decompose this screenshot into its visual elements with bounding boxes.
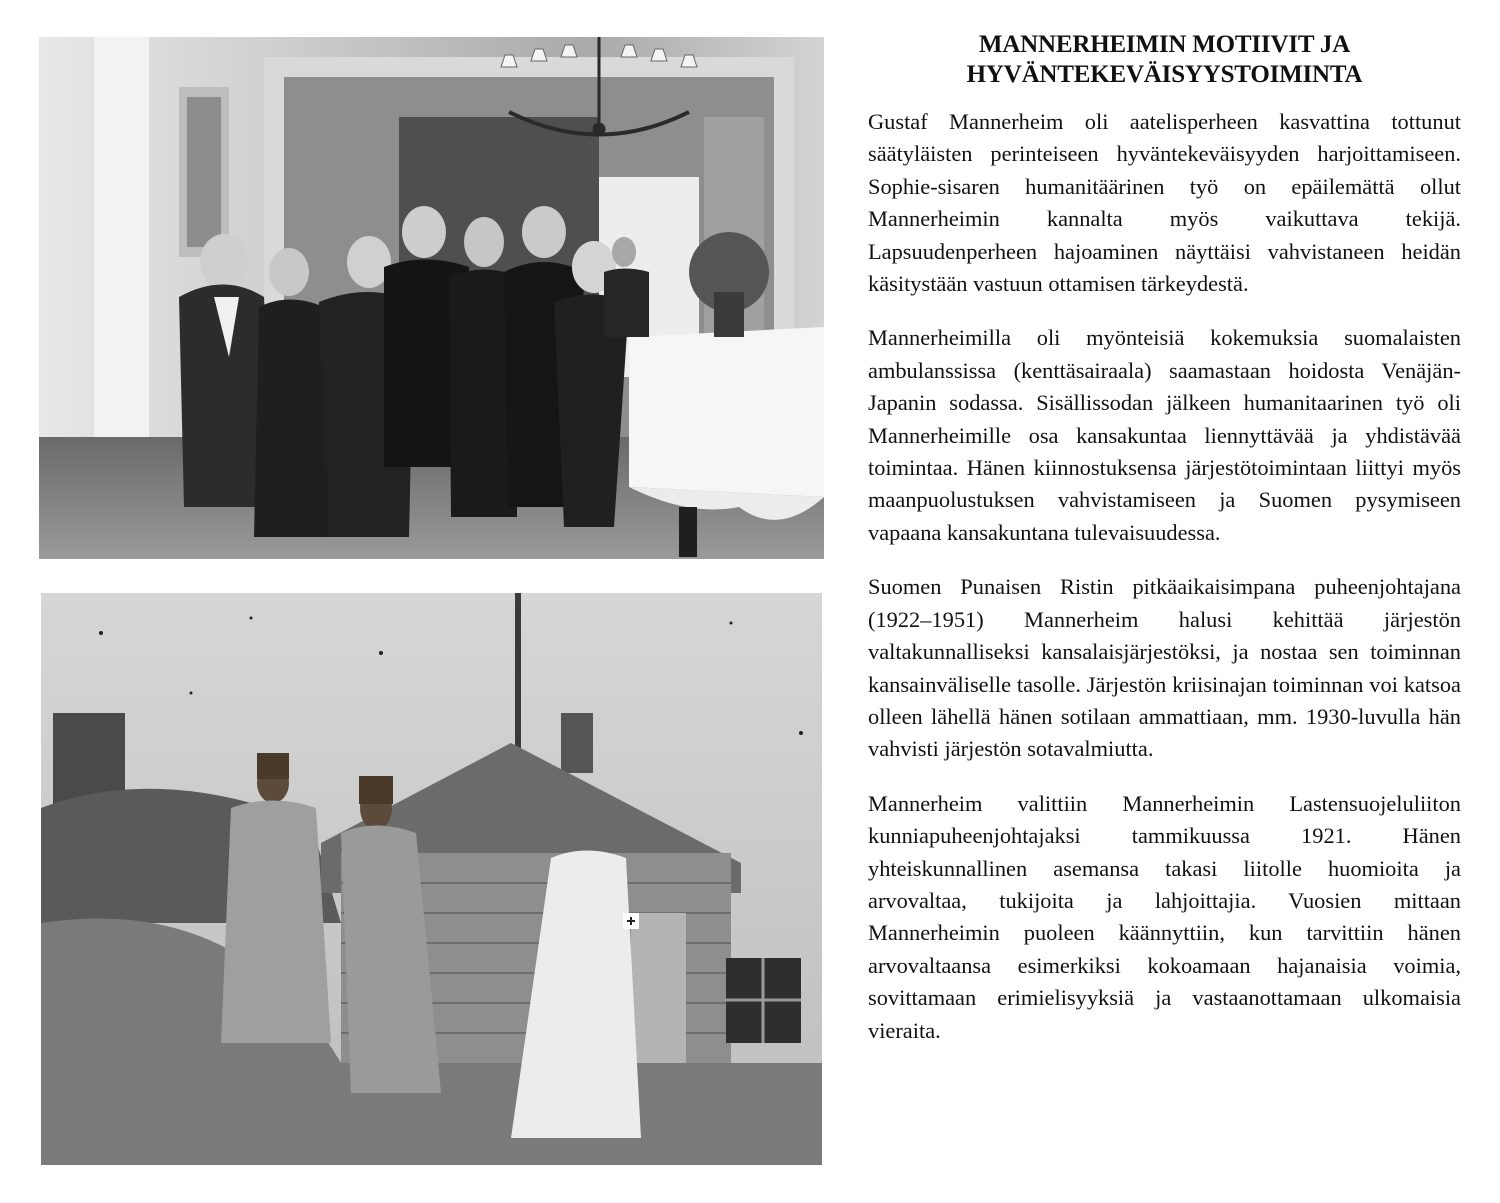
article-paragraph: Mannerheim valittiin Mannerheimin Lastensuojeluliiton kunniapuheenjohtajaksi tammikuussa 1921. Hänen yhteiskunnallinen asemansa takasi liitolle huomioita ja arvovaltaa, tukijoita ja lahjoittajia. Vuosien mittaan Mannerheimin puoleen käännyttiin, kun tarvittiin hänen arvovaltaansa esimerkiksi kokoamaan hajanaisia voimia, sovittamaan erimielisyyksiä ja vastaanottamaan ulkomaisia vieraita. xyxy=(868,790,1461,1043)
article-paragraph: Gustaf Mannerheim oli aatelisperheen kasvattina tottunut säätyläisten perinteiseen hyväntekeväisyyden harjoittamiseen. Sophie-sisaren humanitäärinen työ on epäilemättä ollut Mannerheimin kannalta myös vaikuttava tekijä. Lapsuudenperheen hajoaminen näyttäisi vahvistaneen heidän käsitystään vastuun ottamisen tärkeydestä. xyxy=(868,109,1461,297)
group-portrait-illustration xyxy=(39,37,824,559)
field-hospital-illustration xyxy=(41,593,822,1165)
article-paragraph: Suomen Punaisen Ristin pitkäaikaisimpana puheenjohtajana (1922–1951) Mannerheim halusi kehittää järjestön valtakunnalliseksi kansalaisjärjestöksi, ja nostaa sen toiminnan kansainväliselle tasolle. Järjestön kriisinajan toiminnan voi katsoa olleen lähellä hänen sotilaan ammattiaan, mm. 1930-luvulla hän vahvisti järjestön sotavalmiutta. xyxy=(868,574,1461,762)
article-paragraph: Mannerheimilla oli myönteisiä kokemuksia suomalaisten ambulanssissa (kenttäsairaala) saamastaan hoidosta Venäjän-Japanin sodassa. Sisällissodan jälkeen humanitaarinen työ oli Mannerheimille osa kansakuntaa liennyttävää ja yhdistävää toimintaa. Hänen kiinnostuksensa järjestötoimintaan liittyi myös maanpuolustuksen vahvistamiseen ja Suomen pysymiseen vapaana kansakuntana tulevaisuudessa. xyxy=(868,325,1461,545)
group-portrait-photo xyxy=(39,37,824,559)
field-hospital-photo xyxy=(41,593,822,1165)
article-title: MANNERHEIMIN MOTIIVIT JA HYVÄNTEKEVÄISYYSTOIMINTA xyxy=(966,31,1363,88)
article-text-column xyxy=(868,30,1461,1069)
